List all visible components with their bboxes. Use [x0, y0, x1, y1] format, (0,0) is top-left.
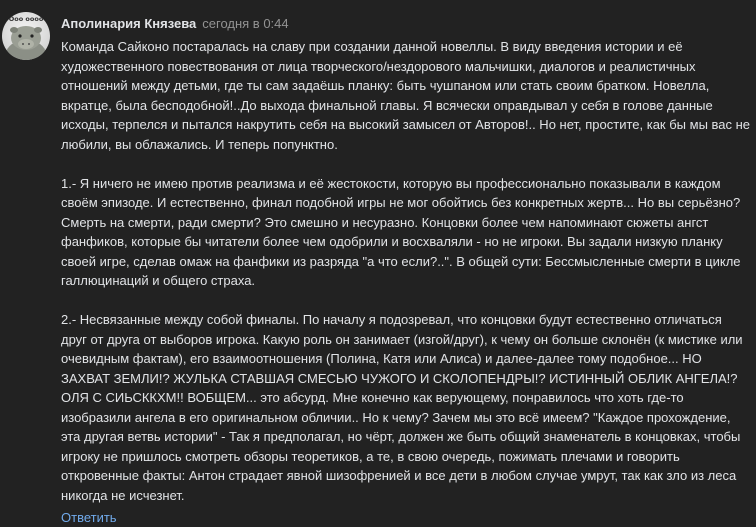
avatar[interactable]: [2, 12, 50, 60]
paragraph-spacer: [61, 291, 751, 311]
comment-date-link[interactable]: сегодня в 0:44: [202, 16, 289, 31]
comment-text: [61, 37, 751, 505]
comment-paragraph-2: 1.- Я ничего не имею против реализма и её жестокости, которую вы профессионально показывали в каждом своём эпизоде. И естественно, финал подобной игры не мог обойтись без конкретных жертв... Но вы серьёзно? Смерть на смерти, ради смерти? Это смешно и несуразно. Концовки более чем напоминают сюжеты ангст фанфиков, которые бы читатели более чем одобрили и восхваляли - но не игроки. Вы задали низкую планку своей игре, сделав омаж на фанфики из разряда "а что если?..". В общей сути: Бессмысленные смерти в цикле галлюцинаций и общего страха.: [61, 175, 741, 288]
comment-header: [61, 14, 751, 34]
comment-body: [61, 14, 751, 527]
paragraph-spacer: [61, 154, 751, 174]
comment-paragraph-3: 2.- Несвязанные между собой финалы. По началу я подозревал, что концовки будут естественно отличаться друг от друга от выборов игрока. Какую роль он занимает (изгой/друг), к чему он больше склонён (к мистике или очевидным фактам), его взаимоотношения (Полина, Катя или Алиса) и далее-далее тому подобное... НО ЗАХВАТ ЗЕМЛИ!? ЖУЛЬКА СТАВШАЯ СМЕСЬЮ ЧУЖОГО И СКОЛОПЕНДРЫ!? ИСТИННЫЙ ОБЛИК АНГЕЛА!? ОЛЯ С СИЬСККХМ!! ВОБЩЕМ... это абсурд. Мне конечно как верующему, понравилось что хоть где-то изобразили ангела в его оригинальном обличии.. Но к чему? Зачем мы это всё имеем? "Каждое прохождение, эта другая ветвь истории" - Так я предполагал, но чёрт, должен же быть общий знаменатель в концовках, чтобы игроку не пришлось смотреть обзоры теоретиков, а те, в свою очередь, пожимать плечами и говорить откровенные факты: Антон страдает явной шизофренией и все дети в любом случае умрут, так как зло из леса никогда не исчезнет.: [61, 312, 743, 503]
svg-text:Ooo oooo: Ooo oooo: [8, 15, 44, 23]
reply-link[interactable]: Ответить: [61, 510, 117, 525]
avatar-photo-icon: [2, 12, 50, 60]
comment-paragraph-1: Команда Сайконо постаралась на славу при создании данной новеллы. В виду введения истории и её художественного повествования от лица творческого/нездорового мальчишки, диалогов и реалистичных отношений между детьми, где ты сам задаёшь планку: быть чушпаном или стать своим братком. Новелла, вкратце, была бесподобной!..До выхода финальной главы. Я всячески оправдывал у себя в голове данные исходы, терпелся и пытался накрутить себя на высокий замысел от Авторов!.. Но нет, простите, как бы мы вас не любили, вы облажались. И теперь попунктно.: [61, 39, 751, 152]
author-name-link[interactable]: Аполинария Князева: [61, 16, 197, 31]
